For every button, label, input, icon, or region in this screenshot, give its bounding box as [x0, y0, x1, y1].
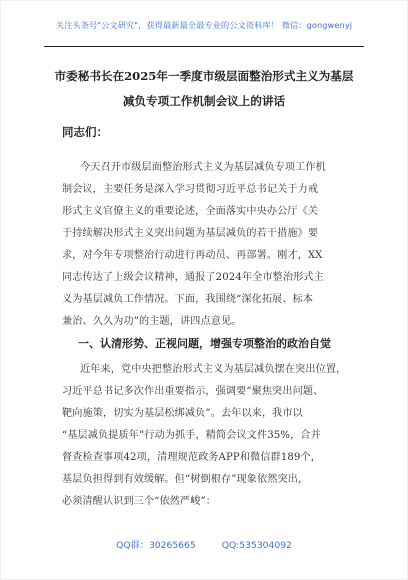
header-banner[interactable]: 关注头条号"公文研究"，获得最新最全最专业的公文资料库！ 微信：gongwenyj: [55, 20, 353, 30]
salutation: 同志们：: [62, 125, 108, 139]
section-1-line: 近年来，党中央把整治形式主义为基层减负摆在突出位置，: [80, 364, 347, 375]
section-1-line: 督查检查事项42项，清理规范政务APP和微信群189个，: [62, 452, 322, 463]
paragraph-1-line: 求，对今年专项整治行动进行再动员、再部署。刚才，XX: [62, 250, 323, 261]
section-1-line: 基层负担得到有效缓解。但“树倒根存”现象依然突出，: [62, 474, 309, 485]
section-1-heading: 一、认清形势、正视问题，增强专项整治的政治自觉: [78, 337, 331, 350]
document-title-line-1: 市委秘书长在2025年一季度市级层面整治形式主义为基层: [54, 69, 354, 83]
header-divider: [44, 46, 364, 47]
footer-contact: [0, 537, 408, 551]
paragraph-1-line: 今天召开市级层面整治形式主义为基层减负专项工作机: [80, 162, 326, 173]
footer-qq[interactable]: QQ:535304092: [221, 540, 292, 551]
paragraph-1-line: 于持续解决形式主义突出问题为基层减负的若干措施》要: [62, 228, 319, 239]
section-1-line: “基层减负提质年”行动为抓手，精简会议文件35%，合并: [62, 430, 321, 441]
paragraph-1-line: 兼治、久久为功”的主题，讲四点意见。: [62, 316, 242, 327]
paragraph-1-line: 制会议，主要任务是深入学习贯彻习近平总书记关于力戒: [62, 184, 319, 195]
section-1-line: 必须清醒认识到三个“依然严峻”：: [62, 496, 217, 507]
paragraph-1-line: 义为基层减负工作情况。下面，我围绕“深化拓展、标本: [62, 294, 314, 305]
section-1-line: 靶向施策，切实为基层松绑减负”。去年以来，我市以: [62, 408, 303, 419]
document-title-line-2: 减负专项工作机制会议上的讲话: [122, 94, 286, 108]
paragraph-1-line: 形式主义官僚主义的重要论述，全面落实中央办公厅《关: [62, 206, 319, 217]
footer-qq-group[interactable]: QQ群：30265665: [116, 540, 196, 551]
section-1-line: 习近平总书记多次作出重要指示，强调要“聚焦突出问题、: [62, 386, 324, 397]
paragraph-1-line: 同志传达了上级会议精神，通报了2024年全市整治形式主: [62, 272, 324, 283]
